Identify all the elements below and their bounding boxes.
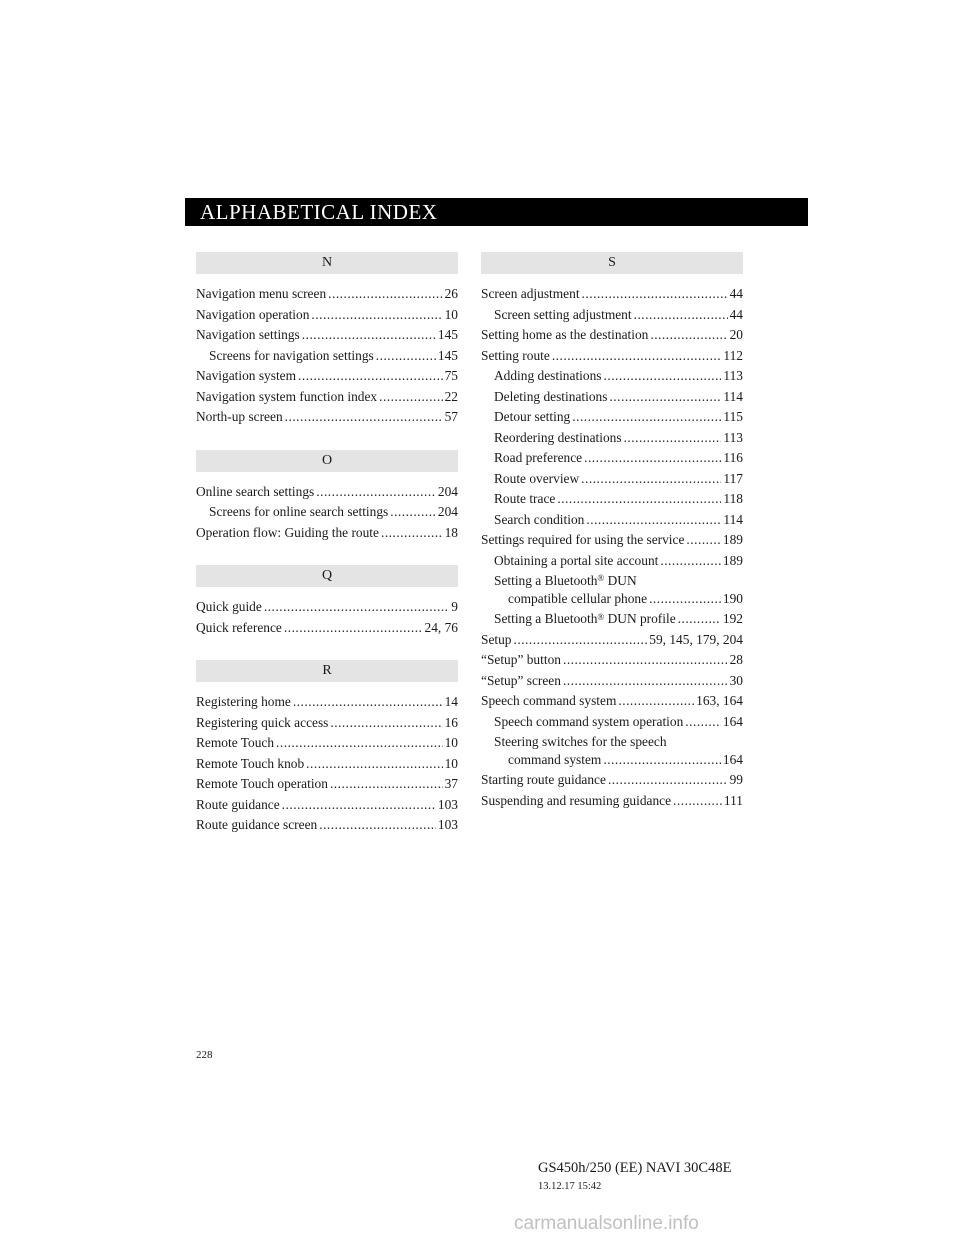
dot-leader xyxy=(328,284,442,305)
header-bar xyxy=(185,198,808,226)
index-entry xyxy=(196,366,458,387)
entry-page: 10 xyxy=(444,735,458,750)
dot-leader xyxy=(584,448,721,469)
index-entry xyxy=(196,482,458,503)
registered-mark: ® xyxy=(597,573,605,583)
dot-leader xyxy=(284,618,423,639)
entry-page: 44 xyxy=(729,306,743,322)
entry-page: 115 xyxy=(723,409,743,424)
entry-term-part: Setting a Bluetooth xyxy=(494,611,598,626)
entry-term: Setup xyxy=(481,631,512,647)
dot-leader xyxy=(282,795,436,816)
entry-term: Quick guide xyxy=(196,599,262,614)
entry-page: 118 xyxy=(723,491,743,506)
entry-list xyxy=(481,630,743,733)
index-section-n xyxy=(196,252,458,428)
index-entry xyxy=(196,774,458,795)
entry-term: Road preference xyxy=(494,450,583,465)
entry-page: 103 xyxy=(437,796,458,812)
dot-leader xyxy=(608,770,728,791)
entry-term: Quick reference xyxy=(196,619,282,635)
entry-list xyxy=(481,770,743,811)
page-number: 228 xyxy=(196,1049,213,1061)
entry-term: Screens for navigation settings xyxy=(209,347,374,363)
entry-term: DUN xyxy=(604,573,637,588)
entry-page: 10 xyxy=(444,755,458,771)
entry-term: Obtaining a portal site account xyxy=(494,552,659,568)
dot-leader xyxy=(319,815,436,836)
entry-page: 37 xyxy=(444,776,458,791)
dot-leader xyxy=(293,692,443,713)
entry-page: 59, 145, 179, 204 xyxy=(649,631,743,647)
dot-leader xyxy=(572,407,721,428)
dot-leader xyxy=(311,305,442,326)
index-entry-steering-switches xyxy=(481,733,743,768)
dot-leader xyxy=(381,523,443,544)
footer-date: 13.12.17 15:42 xyxy=(538,1181,602,1192)
watermark[interactable]: carmanualsonline.info xyxy=(514,1213,699,1234)
index-entry xyxy=(481,284,743,305)
index-entry xyxy=(481,510,743,531)
entry-term: Registering quick access xyxy=(196,714,329,730)
dot-leader xyxy=(276,733,443,754)
dot-leader xyxy=(330,774,443,795)
dot-leader xyxy=(624,428,722,449)
index-entry-bluetooth-dun-phone xyxy=(481,572,743,607)
index-entry xyxy=(481,325,743,346)
index-entry xyxy=(196,815,458,836)
index-entry xyxy=(481,551,743,572)
index-entry xyxy=(196,387,458,408)
entry-page: 204 xyxy=(437,504,458,519)
index-entry xyxy=(481,387,743,408)
entry-page: 117 xyxy=(723,470,743,486)
dot-leader xyxy=(306,754,442,775)
dot-leader xyxy=(609,387,721,408)
dot-leader xyxy=(650,325,727,346)
entry-page: 30 xyxy=(729,672,743,688)
entry-page: 145 xyxy=(437,327,458,342)
entry-list xyxy=(196,482,458,544)
index-entry xyxy=(481,305,743,326)
right-column xyxy=(481,252,743,833)
entry-page: 99 xyxy=(729,772,743,787)
entry-term: Setting home as the destination xyxy=(481,327,649,342)
entry-term: Setting a Bluetooth xyxy=(494,573,598,588)
entry-term: Online search settings xyxy=(196,483,315,499)
entry-term: command system xyxy=(508,751,602,767)
entry-page: 163, 164 xyxy=(696,693,743,708)
dot-leader xyxy=(563,671,728,692)
index-entry xyxy=(196,284,458,305)
entry-page: 164 xyxy=(722,751,743,767)
dot-leader xyxy=(582,284,728,305)
entry-list xyxy=(196,692,458,836)
index-section-s xyxy=(481,252,743,811)
dot-leader xyxy=(298,366,443,387)
entry-term: Suspending and resuming guidance xyxy=(481,792,672,808)
index-entry xyxy=(196,733,458,754)
entry-term: Navigation settings xyxy=(196,327,300,342)
entry-page: 190 xyxy=(722,590,743,606)
entry-term: Speech command system operation xyxy=(494,713,684,729)
entry-term xyxy=(494,609,676,630)
entry-page: 204 xyxy=(437,483,458,499)
entry-page: 114 xyxy=(723,388,743,404)
entry-page: 28 xyxy=(729,652,743,667)
dot-leader xyxy=(557,489,721,510)
dot-leader xyxy=(649,590,721,608)
index-entry xyxy=(196,692,458,713)
index-entry xyxy=(196,523,458,544)
entry-page: 10 xyxy=(444,306,458,322)
index-entry xyxy=(196,325,458,346)
dot-leader xyxy=(316,482,436,503)
dot-leader xyxy=(376,346,436,367)
index-entry xyxy=(196,407,458,428)
index-entry xyxy=(481,448,743,469)
entry-term: Remote Touch xyxy=(196,735,275,750)
entry-page: 189 xyxy=(722,532,743,547)
entry-term-part: DUN profile xyxy=(604,611,676,626)
entry-page: 113 xyxy=(723,429,743,445)
index-entry xyxy=(196,502,458,523)
entry-term: Remote Touch knob xyxy=(196,755,305,771)
dot-leader xyxy=(586,510,721,531)
index-entry-bluetooth-dun-profile xyxy=(481,609,743,630)
index-entry xyxy=(481,469,743,490)
dot-leader xyxy=(285,407,443,428)
entry-term: North-up screen xyxy=(196,409,283,424)
dot-leader xyxy=(660,551,721,572)
entry-page: 18 xyxy=(444,524,458,540)
entry-term: Route overview xyxy=(494,470,580,486)
entry-term: Screens for online search settings xyxy=(209,504,389,519)
entry-term: Registering home xyxy=(196,694,291,709)
entry-term: Speech command system xyxy=(481,693,617,708)
dot-leader xyxy=(379,387,442,408)
index-entry xyxy=(481,650,743,671)
entry-term: Navigation operation xyxy=(196,306,310,322)
entry-term: compatible cellular phone xyxy=(508,590,648,606)
index-entry xyxy=(196,346,458,367)
entry-page: 103 xyxy=(437,817,458,832)
dot-leader xyxy=(678,609,721,630)
entry-page: 164 xyxy=(722,713,743,729)
entry-page: 26 xyxy=(444,286,458,301)
entry-page: 113 xyxy=(723,368,743,383)
entry-term: Adding destinations xyxy=(494,368,602,383)
index-section-q xyxy=(196,565,458,638)
left-column xyxy=(196,252,458,858)
entry-term: Screen setting adjustment xyxy=(494,306,632,322)
index-entry xyxy=(196,754,458,775)
dot-leader xyxy=(604,366,722,387)
entry-list xyxy=(196,597,458,638)
entry-term: Navigation menu screen xyxy=(196,286,327,301)
index-entry xyxy=(196,305,458,326)
index-entry xyxy=(481,530,743,551)
entry-page: 116 xyxy=(723,450,743,465)
dot-leader xyxy=(686,530,720,551)
entry-page: 192 xyxy=(722,611,743,626)
entry-page: 75 xyxy=(444,368,458,383)
page-title: ALPHABETICAL INDEX xyxy=(200,200,438,224)
index-entry xyxy=(481,671,743,692)
section-letter: N xyxy=(196,252,458,274)
entry-page: 24, 76 xyxy=(424,619,458,635)
index-entry xyxy=(196,618,458,639)
index-section-r xyxy=(196,660,458,836)
entry-term: “Setup” screen xyxy=(481,672,561,688)
dot-leader xyxy=(685,712,721,733)
dot-leader xyxy=(581,469,721,490)
index-entry xyxy=(481,428,743,449)
index-entry xyxy=(481,770,743,791)
entry-page: 9 xyxy=(451,599,458,614)
dot-leader xyxy=(618,691,694,712)
entry-term: Navigation system function index xyxy=(196,388,378,404)
index-entry xyxy=(481,691,743,712)
dot-leader xyxy=(634,305,728,326)
index-entry xyxy=(481,407,743,428)
entry-term: Deleting destinations xyxy=(494,388,608,404)
entry-term: Route guidance xyxy=(196,796,280,812)
index-entry xyxy=(196,713,458,734)
entry-term: “Setup” button xyxy=(481,652,561,667)
registered-mark: ® xyxy=(597,612,605,622)
section-letter: R xyxy=(196,660,458,682)
dot-leader xyxy=(302,325,436,346)
index-entry xyxy=(481,712,743,733)
entry-page: 57 xyxy=(444,409,458,424)
entry-list xyxy=(481,284,743,571)
entry-page: 20 xyxy=(729,327,743,342)
index-entry xyxy=(196,795,458,816)
dot-leader xyxy=(330,713,442,734)
entry-page: 14 xyxy=(444,694,458,709)
index-section-o xyxy=(196,450,458,544)
index-entry xyxy=(481,630,743,651)
entry-page: 111 xyxy=(723,792,743,808)
dot-leader xyxy=(603,751,721,769)
section-letter: S xyxy=(481,252,743,274)
footer-model-code: GS450h/250 (EE) NAVI 30C48E xyxy=(538,1160,732,1176)
index-entry xyxy=(481,346,743,367)
entry-page: 112 xyxy=(723,347,743,363)
entry-term: Steering switches for the speech xyxy=(494,734,667,749)
entry-term: Setting route xyxy=(481,347,550,363)
dot-leader xyxy=(390,502,436,523)
entry-term: Reordering destinations xyxy=(494,429,622,445)
index-entry xyxy=(481,366,743,387)
entry-page: 16 xyxy=(444,714,458,730)
entry-page: 44 xyxy=(729,286,743,301)
dot-leader xyxy=(264,597,449,618)
entry-term: Operation flow: Guiding the route xyxy=(196,524,379,540)
entry-term: Navigation system xyxy=(196,368,297,383)
entry-page: 114 xyxy=(723,511,743,527)
entry-page: 189 xyxy=(722,552,743,568)
dot-leader xyxy=(552,346,722,367)
dot-leader xyxy=(514,630,648,651)
entry-term: Starting route guidance xyxy=(481,772,606,787)
entry-term: Route guidance screen xyxy=(196,817,318,832)
entry-term: Remote Touch operation xyxy=(196,776,328,791)
entry-term: Detour setting xyxy=(494,409,571,424)
dot-leader xyxy=(563,650,728,671)
entry-page: 22 xyxy=(444,388,458,404)
section-letter: O xyxy=(196,450,458,472)
entry-list xyxy=(196,284,458,428)
section-letter: Q xyxy=(196,565,458,587)
entry-term: Settings required for using the service xyxy=(481,532,685,547)
dot-leader xyxy=(673,791,722,812)
entry-term: Route trace xyxy=(494,491,556,506)
entry-term: Screen adjustment xyxy=(481,286,580,301)
entry-page: 145 xyxy=(437,347,458,363)
index-entry xyxy=(481,791,743,812)
index-entry xyxy=(481,489,743,510)
entry-term: Search condition xyxy=(494,511,585,527)
index-entry xyxy=(196,597,458,618)
